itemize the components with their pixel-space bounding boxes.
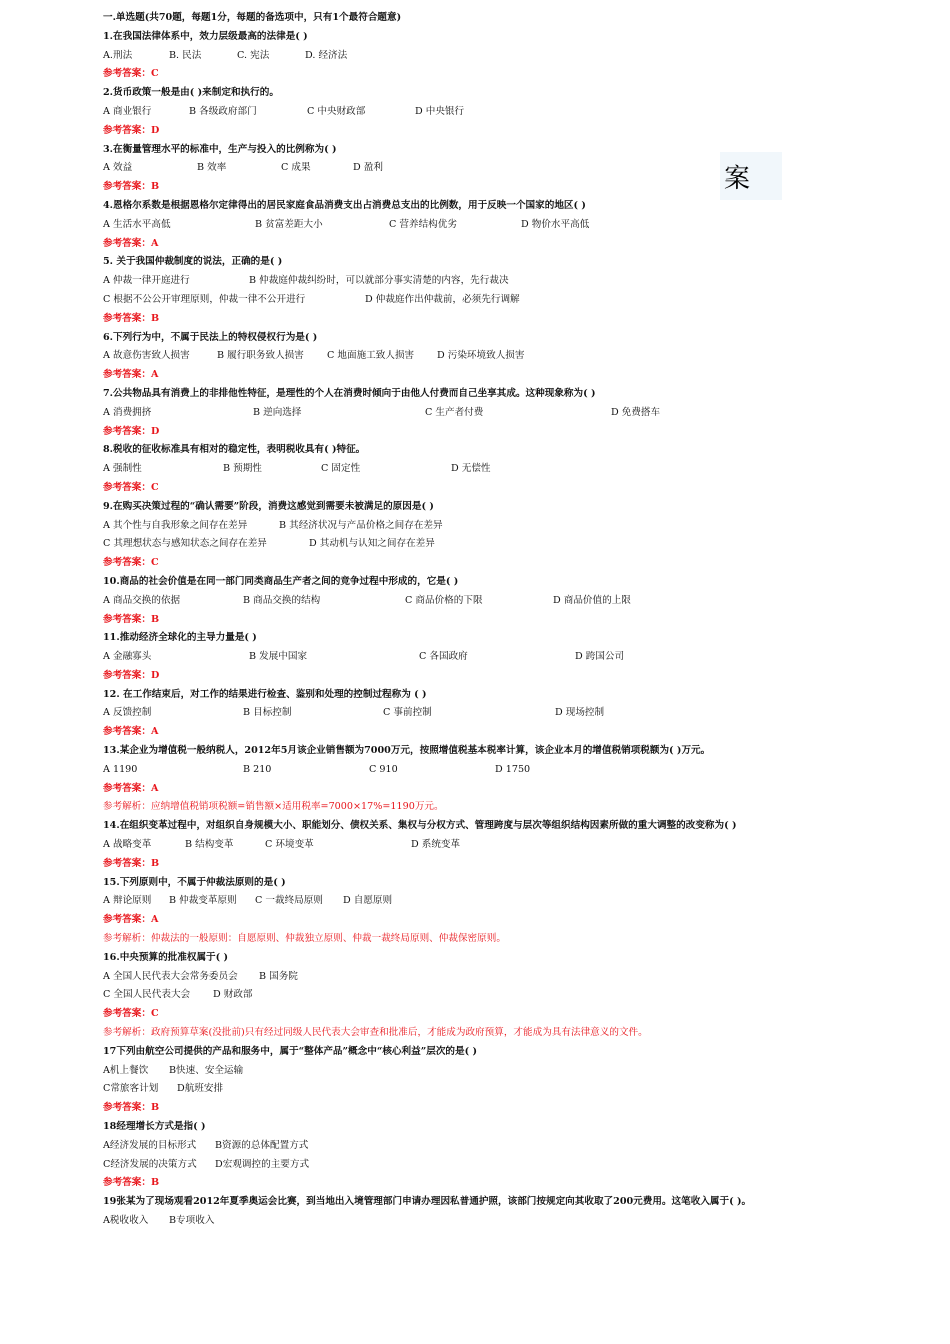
section-heading: 一.单选题(共70题，每题1分，每题的备选项中，只有1个最符合题意) <box>103 12 402 23</box>
option-row <box>103 272 863 291</box>
option: C常旅客计划 <box>103 1083 159 1095</box>
option: D 商品价值的上限 <box>553 594 631 606</box>
option: B 商品交换的结构 <box>243 594 321 606</box>
question-text: 1.在我国法律体系中，效力层级最高的法律是( ) <box>103 30 308 42</box>
option: A 强制性 <box>103 463 142 475</box>
option: B 结构变革 <box>185 839 234 851</box>
answer-text: 参考答案：C <box>103 557 159 569</box>
option: C 全国人民代表大会 <box>103 989 191 1001</box>
option-row <box>103 216 863 235</box>
option: D 仲裁庭作出仲裁前，必须先行调解 <box>365 293 520 305</box>
question-text: 10.商品的社会价值是在同一部门同类商品生产者之间的竞争过程中形成的，它是( ) <box>103 575 459 587</box>
option-row <box>103 1212 863 1231</box>
option: B专项收入 <box>169 1215 215 1226</box>
answer-text: 参考答案：C <box>103 68 159 80</box>
option-row <box>103 460 863 479</box>
option: A 生活水平高低 <box>103 218 171 230</box>
option-row <box>103 704 863 723</box>
option: A 效益 <box>103 162 133 174</box>
option: B快速、安全运输 <box>169 1064 244 1076</box>
option: D 污染环境致人损害 <box>437 350 525 362</box>
explanation-text: 参考解析：应纳增值税销项税额=销售额×适用税率=7000×17%=1190万元。 <box>103 801 444 813</box>
answer-text: 参考答案：A <box>103 237 159 249</box>
option: D. 经济法 <box>305 49 348 61</box>
option: C 一裁终局原则 <box>255 895 323 907</box>
option: D 1750 <box>495 763 531 775</box>
explanation-text: 参考解析：仲裁法的一般原则：自愿原则、仲裁独立原则、仲裁一裁终局原则、仲裁保密原则。 <box>103 933 506 945</box>
option-row <box>103 347 863 366</box>
option-row <box>103 291 863 310</box>
question-text: 18经理增长方式是指( ) <box>103 1121 206 1133</box>
question-text: 15.下列原则中，不属于仲裁法原则的是( ) <box>103 876 286 888</box>
option: A 故意伤害致人损害 <box>103 350 190 362</box>
answer-text: 参考答案：B <box>103 857 160 869</box>
question-text: 12. 在工作结束后，对工作的结果进行检查、鉴别和处理的控制过程称为 ( ) <box>103 688 427 700</box>
option: D 跨国公司 <box>575 651 625 663</box>
option: B. 民法 <box>169 49 202 61</box>
question-text: 13.某企业为增值税一般纳税人，2012年5月该企业销售额为7000万元，按照增值税基本税率计算，该企业本月的增值税销项税额为( )万元。 <box>103 745 711 757</box>
option: B资源的总体配置方式 <box>215 1139 309 1151</box>
option: C 910 <box>369 763 398 775</box>
answer-text: 参考答案：C <box>103 1008 159 1020</box>
option-row <box>103 404 863 423</box>
option-row <box>103 836 863 855</box>
option: C 各国政府 <box>419 651 468 663</box>
option: A 仲裁一律开庭进行 <box>103 275 190 287</box>
question-text: 9.在购买决策过程的“确认需要”阶段，消费这感觉到需要未被满足的原因是( ) <box>103 500 434 512</box>
question-text: 16.中央预算的批准权属于( ) <box>103 951 229 963</box>
option-row <box>103 761 863 780</box>
side-label-char: 案 <box>724 163 751 194</box>
option: A 战略变革 <box>103 839 152 851</box>
option: A 金融寡头 <box>103 651 152 663</box>
option: A经济发展的目标形式 <box>103 1139 197 1151</box>
option: B 发展中国家 <box>249 651 308 663</box>
question-text: 5. 关于我国仲裁制度的说法，正确的是( ) <box>103 256 283 268</box>
option: A 商业银行 <box>103 105 152 117</box>
option: C 其理想状态与感知状态之间存在差异 <box>103 538 267 550</box>
option-row <box>103 592 863 611</box>
answer-text: 参考答案：D <box>103 124 160 136</box>
option: B 各级政府部门 <box>189 105 257 117</box>
answer-text: 参考答案：B <box>103 1177 160 1189</box>
option: B 其经济状况与产品价格之间存在差异 <box>279 519 443 531</box>
option-row <box>103 986 863 1005</box>
question-text: 7.公共物品具有消费上的非排他性特征，是理性的个人在消费时倾向于由他人付费而自己坐享其成。这种现象称为( ) <box>103 387 596 399</box>
option: A 反馈控制 <box>103 707 152 719</box>
option: A 消费拥挤 <box>103 406 152 418</box>
option: D 自愿原则 <box>343 895 393 907</box>
option: B 210 <box>243 763 272 775</box>
option: D宏观调控的主要方式 <box>215 1158 310 1170</box>
option: A 全国人民代表大会常务委员会 <box>103 970 238 982</box>
option: D航班安排 <box>177 1083 224 1095</box>
question-text: 11.推动经济全球化的主导力量是( ) <box>103 632 257 644</box>
question-text: 2.货币政策一般是由( )来制定和执行的。 <box>103 87 279 99</box>
option: B 仲裁变革原则 <box>169 895 237 907</box>
option: B 履行职务致人损害 <box>217 350 304 362</box>
option: B 效率 <box>197 162 227 174</box>
answer-text: 参考答案：B <box>103 1102 160 1114</box>
option: C 营养结构优劣 <box>389 218 457 230</box>
explanation-text: 参考解析：政府预算草案(没批前)只有经过同级人民代表大会审查和批准后，才能成为政府预算，才能成为具有法律意义的文件。 <box>103 1027 648 1039</box>
option-row <box>103 535 863 554</box>
question-text: 8.税收的征收标准具有相对的稳定性，表明税收具有( )特征。 <box>103 444 366 456</box>
option: C 事前控制 <box>383 707 432 719</box>
option: D 无偿性 <box>451 463 491 475</box>
answer-text: 参考答案：B <box>103 312 160 324</box>
question-text: 4.恩格尔系数是根据恩格尔定律得出的居民家庭食品消费支出占消费总支出的比例数，用于反映一个国家的地区( ) <box>103 199 586 211</box>
option: D 盈利 <box>353 162 383 174</box>
option: C 中央财政部 <box>307 105 366 117</box>
option: D 现场控制 <box>555 707 605 719</box>
option: B 目标控制 <box>243 707 292 719</box>
option: B 仲裁庭仲裁纠纷时，可以就部分事实清楚的内容，先行裁决 <box>249 275 509 287</box>
option: D 中央银行 <box>415 105 465 117</box>
option: D 系统变革 <box>411 839 461 851</box>
option: A税收收入 <box>103 1215 149 1226</box>
question-text: 17下列由航空公司提供的产品和服务中，属于“整体产品”概念中“核心利益”层次的是( ) <box>103 1045 478 1057</box>
option: A机上餐饮 <box>103 1064 149 1076</box>
option: D 免费搭车 <box>611 406 661 418</box>
question-text: 19张某为了现场观看2012年夏季奥运会比赛，到当地出入境管理部门申请办理因私普通护照，该部门按规定向其收取了200元费用。这笔收入属于( )。 <box>103 1196 752 1208</box>
option: C. 宪法 <box>237 49 270 61</box>
option: B 预期性 <box>223 463 262 475</box>
answer-text: 参考答案：D <box>103 425 160 437</box>
option: D 财政部 <box>213 989 253 1001</box>
option: C经济发展的决策方式 <box>103 1158 197 1170</box>
option-row <box>103 517 863 536</box>
option: C 地面施工致人损害 <box>327 350 415 362</box>
option-row <box>103 892 863 911</box>
answer-text: 参考答案：A <box>103 914 159 926</box>
option-row <box>103 968 863 987</box>
option: A 1190 <box>103 763 138 775</box>
option: C 环境变革 <box>265 839 314 851</box>
option: C 成果 <box>281 162 311 174</box>
option: D 其动机与认知之间存在差异 <box>309 538 435 550</box>
option-row <box>103 1080 863 1099</box>
option-row <box>103 47 863 66</box>
option: B 贫富差距大小 <box>255 218 323 230</box>
answer-text: 参考答案：A <box>103 369 159 381</box>
option: C 固定性 <box>321 463 361 475</box>
answer-text: 参考答案：C <box>103 481 159 493</box>
option-row <box>103 103 863 122</box>
question-text: 14.在组织变革过程中，对组织自身规模大小、职能划分、债权关系、集权与分权方式、管理跨度与层次等组织结构因素所做的重大调整的改变称为( ) <box>103 820 737 832</box>
option: C 生产者付费 <box>425 406 484 418</box>
side-label-box <box>720 152 782 200</box>
option: D 物价水平高低 <box>521 218 590 230</box>
answer-text: 参考答案：B <box>103 181 160 193</box>
option: A 商品交换的依据 <box>103 594 181 606</box>
option-row <box>103 1137 863 1156</box>
option: B 国务院 <box>259 970 298 982</box>
option: A.刑法 <box>103 49 133 61</box>
answer-text: 参考答案：A <box>103 782 159 794</box>
option: A 其个性与自我形象之间存在差异 <box>103 519 248 531</box>
option: C 商品价格的下限 <box>405 594 483 606</box>
option: C 根据不公公开审理原则，仲裁一律不公开进行 <box>103 293 306 305</box>
answer-text: 参考答案：A <box>103 726 159 738</box>
option-row <box>103 1062 863 1081</box>
option: B 逆向选择 <box>253 406 302 418</box>
question-text: 6.下列行为中，不属于民法上的特权侵权行为是( ) <box>103 331 318 343</box>
answer-text: 参考答案：B <box>103 613 160 625</box>
option-row <box>103 1156 863 1175</box>
option-row <box>103 648 863 667</box>
option: A 辩论原则 <box>103 895 152 907</box>
question-text: 3.在衡量管理水平的标准中，生产与投入的比例称为( ) <box>103 143 337 155</box>
answer-text: 参考答案：D <box>103 669 160 681</box>
